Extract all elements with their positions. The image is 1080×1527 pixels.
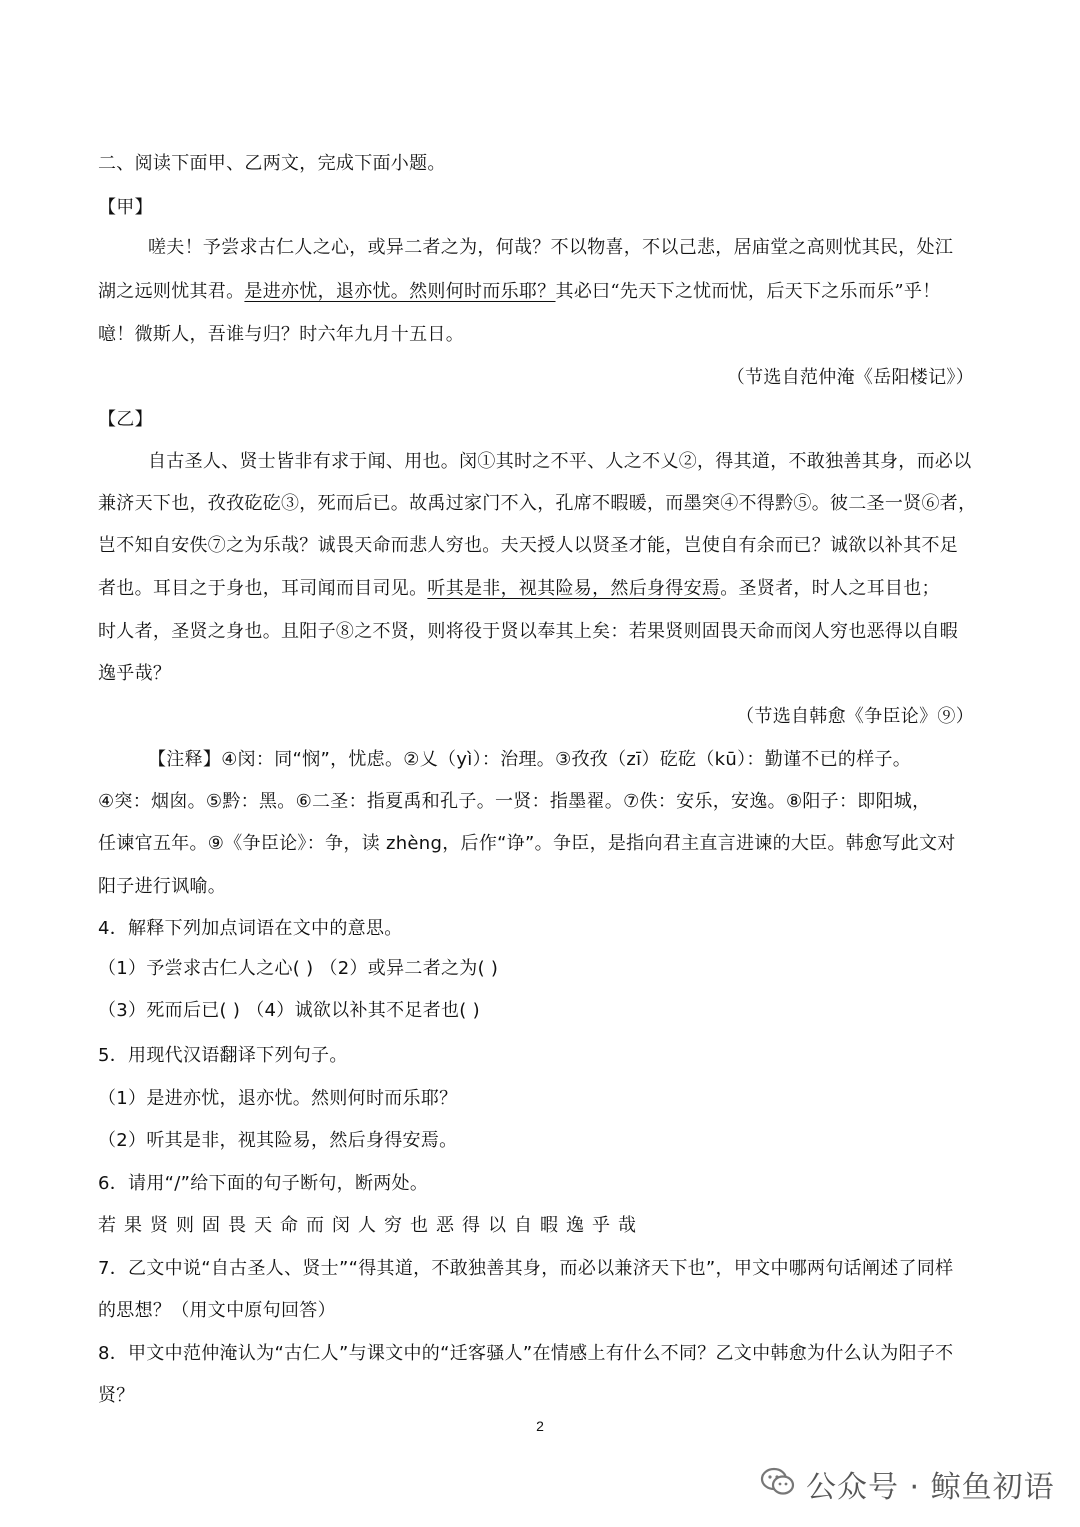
- passage-jia-line: 嗟夫！予尝求古仁人之心，或异二者之为，何哉？不以物喜，不以己悲，居庙堂之高则忧其民，处江: [148, 237, 954, 258]
- text-span: 湖之远则忧其君。: [98, 281, 245, 302]
- notes-line: 【注释】④闵：同“悯”，忧虑。②乂（yì）：治理。③孜孜（zī）矻矻（kū）：勤谨不已的样子。: [148, 749, 912, 770]
- question-5-item: （1）是进亦忧，退亦忧。然则何时而乐耶？: [98, 1088, 458, 1109]
- notes-line: 任谏官五年。⑨《争臣论》：争，读 zhèng，后作“诤”。争臣，是指向君主直言进谏的大臣。韩愈写此文对: [98, 833, 956, 854]
- section-title: 二、阅读下面甲、乙两文，完成下面小题。: [98, 153, 446, 174]
- wechat-icon: [760, 1466, 796, 1502]
- question-4-items: （1）予尝求古仁人之心( ) （2）或异二者之为( ): [98, 958, 499, 979]
- question-4-items: （3）死而后已( ) （4）诚欲以补其不足者也( ): [98, 1000, 480, 1021]
- question-6: 6．请用“/”给下面的句子断句，断两处。: [98, 1173, 429, 1194]
- notes-line: 阳子进行讽喻。: [98, 876, 227, 897]
- question-7: 7．乙文中说“自古圣人、贤士”“得其道，不敢独善其身，而必以兼济天下也”，甲文中哪两句话阐述了同样: [98, 1258, 954, 1279]
- passage-yi-line: 兼济天下也，孜孜矻矻③，死而后已。故禹过家门不入，孔席不暇暖，而墨突④不得黔⑤。彼二圣一贤⑥者，: [98, 493, 977, 514]
- passage-yi-line: 逸乎哉？: [98, 663, 172, 684]
- notes-line: ④突：烟囱。⑤黔：黑。⑥二圣：指夏禹和孔子。一贤：指墨翟。⑦佚：安乐，安逸。⑧阳子：即阳城，: [98, 791, 931, 812]
- question-6-text: 若果贤则固畏天命而闵人穷也恶得以自暇逸乎哉: [98, 1215, 644, 1236]
- text-span: 其必曰“先天下之忧而忧，后天下之乐而乐”乎！: [555, 281, 941, 302]
- passage-jia-line: 噫！微斯人，吾谁与归？时六年九月十五日。: [98, 324, 464, 345]
- question-4: 4．解释下列加点词语在文中的意思。: [98, 918, 403, 939]
- passage-jia-source: （节选自范仲淹《岳阳楼记》）: [726, 367, 974, 388]
- page-number: 2: [536, 1418, 544, 1434]
- passage-yi-line: 时人者，圣贤之身也。且阳子⑧之不贤，则将役于贤以奉其上矣：若果贤则固畏天命而闵人穷也恶得以自暇: [98, 621, 959, 642]
- question-5: 5．用现代汉语翻译下列句子。: [98, 1045, 348, 1066]
- passage-yi-label: 【乙】: [98, 409, 153, 430]
- passage-yi-source: （节选自韩愈《争臣论》⑨）: [736, 706, 974, 727]
- passage-jia-label: 【甲】: [98, 197, 153, 218]
- passage-yi-line: [98, 577, 940, 601]
- passage-yi-line: 岂不知自安佚⑦之为乐哉？诚畏天命而悲人穷也。夫天授人以贤圣才能，岂使自有余而已？诚欲以补其不足: [98, 535, 959, 556]
- text-span: 。圣贤者，时人之耳目也；: [720, 578, 940, 599]
- question-7: 的思想？（用文中原句回答）: [98, 1300, 336, 1321]
- question-8: 贤？: [98, 1385, 135, 1406]
- passage-yi-line: 自古圣人、贤士皆非有求于闻、用也。闵①其时之不平、人之不乂②，得其道，不敢独善其身，而必以: [148, 451, 972, 472]
- passage-jia-line: [98, 280, 941, 304]
- question-8: 8．甲文中范仲淹认为“古仁人”与课文中的“迁客骚人”在情感上有什么不同？乙文中韩愈为什么认为阳子不: [98, 1343, 954, 1364]
- watermark: [760, 1462, 1055, 1506]
- underlined-sentence: 是进亦忧，退亦忧。然则何时而乐耶？: [244, 281, 556, 302]
- text-span: 者也。耳目之于身也，耳司闻而目司见。: [98, 578, 428, 599]
- question-5-item: （2）听其是非，视其险易，然后身得安焉。: [98, 1130, 458, 1151]
- watermark-text: 公众号 · 鲸鱼初语: [806, 1470, 1055, 1505]
- underlined-sentence: 听其是非，视其险易，然后身得安焉: [427, 578, 721, 599]
